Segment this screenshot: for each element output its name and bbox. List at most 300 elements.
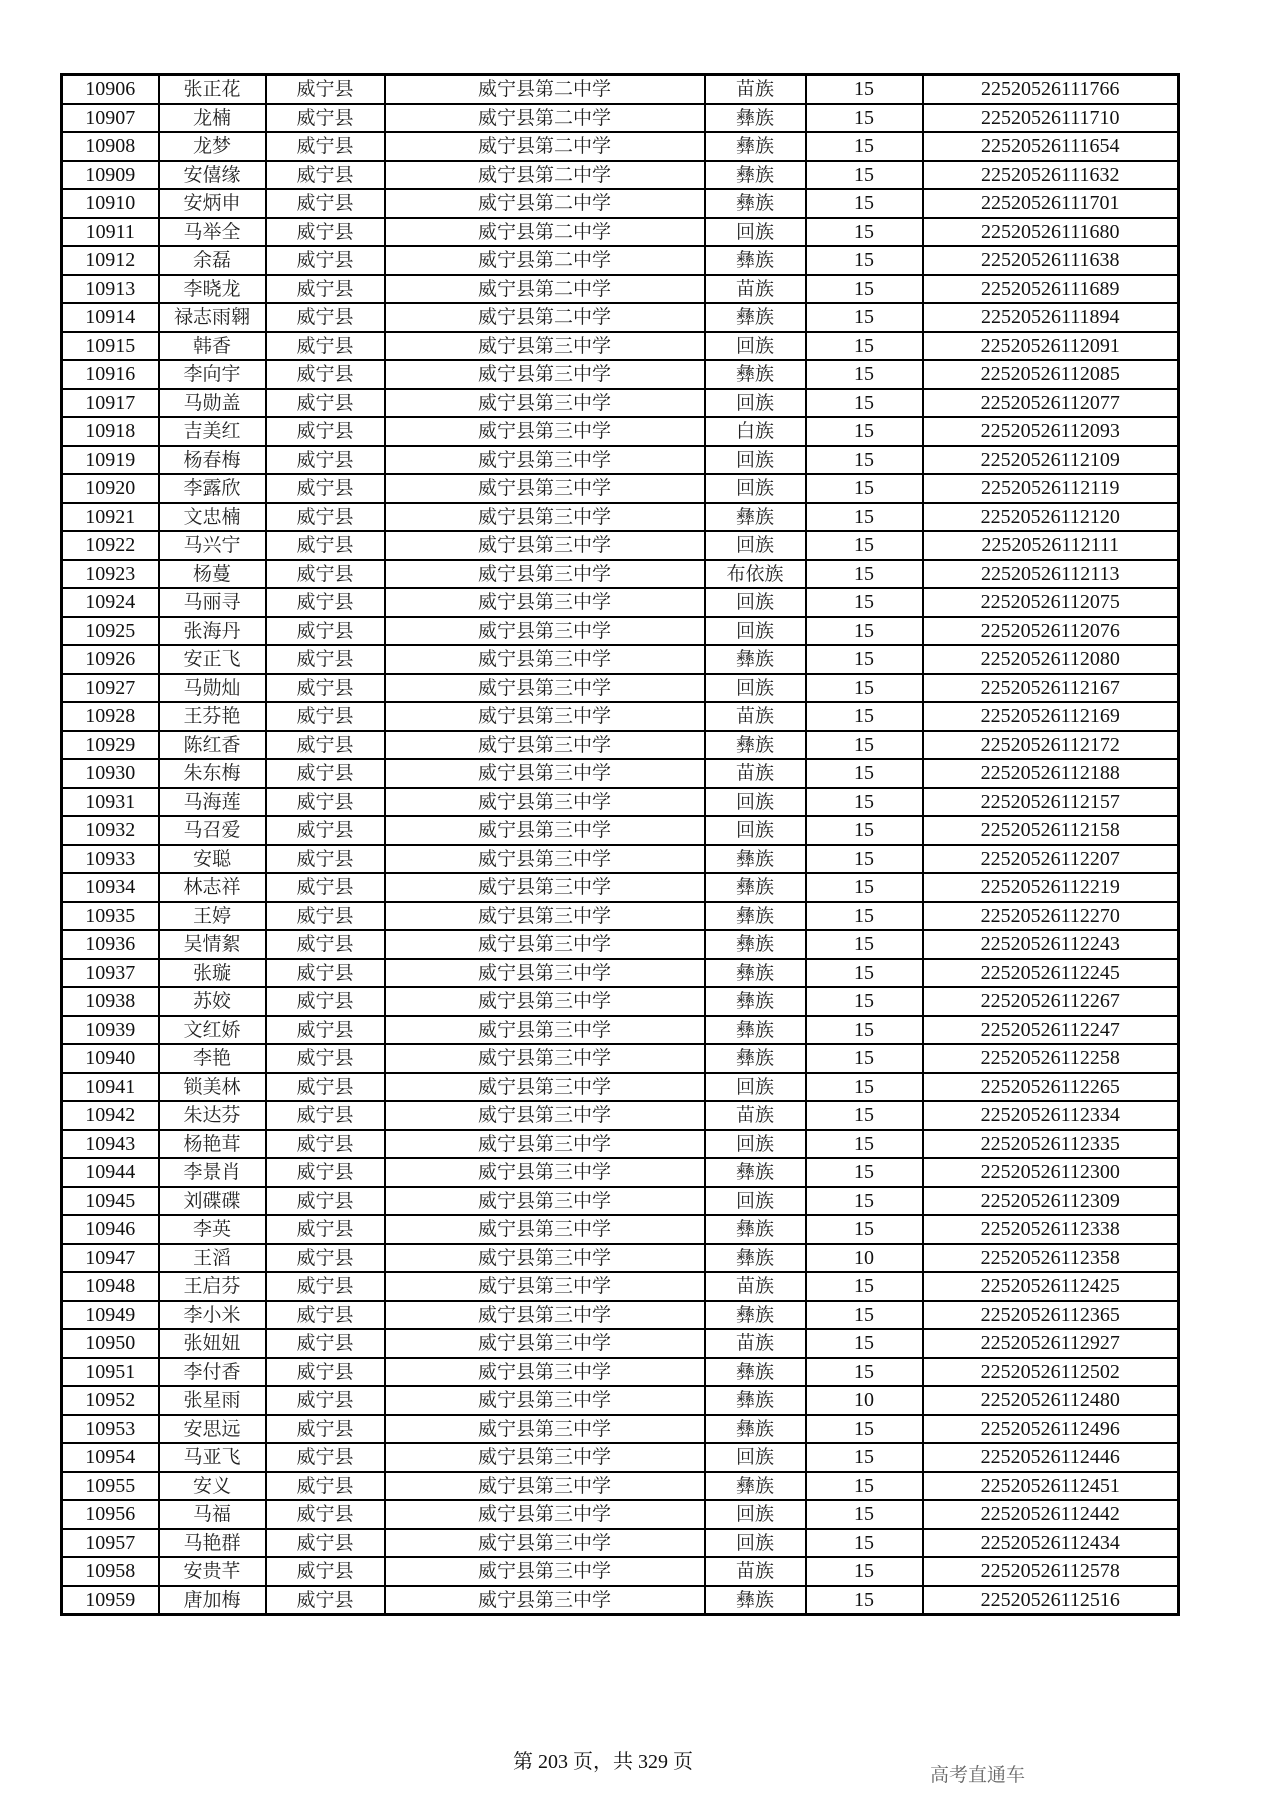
name-cell: 李英 xyxy=(159,1215,266,1244)
ethnicity-cell: 彝族 xyxy=(705,1158,806,1187)
county-cell: 威宁县 xyxy=(266,1272,385,1301)
name-cell: 马勋灿 xyxy=(159,674,266,703)
school-cell: 威宁县第三中学 xyxy=(385,389,705,418)
score-cell: 10 xyxy=(806,1386,923,1415)
table-row xyxy=(62,1557,1179,1586)
county-cell: 威宁县 xyxy=(266,1073,385,1102)
score-cell: 15 xyxy=(806,1586,923,1615)
table-row xyxy=(62,246,1179,275)
serial-cell: 10920 xyxy=(62,474,159,503)
school-cell: 威宁县第二中学 xyxy=(385,246,705,275)
name-cell: 李艳 xyxy=(159,1044,266,1073)
table-row xyxy=(62,332,1179,361)
county-cell: 威宁县 xyxy=(266,1101,385,1130)
ethnicity-cell: 回族 xyxy=(705,1500,806,1529)
serial-cell: 10951 xyxy=(62,1358,159,1387)
name-cell: 刘碟碟 xyxy=(159,1187,266,1216)
name-cell: 马勋盖 xyxy=(159,389,266,418)
ethnicity-cell: 回族 xyxy=(705,1443,806,1472)
table-row xyxy=(62,702,1179,731)
school-cell: 威宁县第三中学 xyxy=(385,446,705,475)
table-row xyxy=(62,1044,1179,1073)
school-cell: 威宁县第三中学 xyxy=(385,1557,705,1586)
ethnicity-cell: 苗族 xyxy=(705,759,806,788)
exam-number-cell: 22520526112169 xyxy=(923,702,1179,731)
school-cell: 威宁县第三中学 xyxy=(385,1586,705,1615)
exam-number-cell: 22520526112172 xyxy=(923,731,1179,760)
table-row xyxy=(62,1187,1179,1216)
school-cell: 威宁县第三中学 xyxy=(385,1215,705,1244)
exam-number-cell: 22520526112446 xyxy=(923,1443,1179,1472)
table-row xyxy=(62,1272,1179,1301)
score-cell: 15 xyxy=(806,731,923,760)
score-cell: 15 xyxy=(806,759,923,788)
score-cell: 15 xyxy=(806,788,923,817)
school-cell: 威宁县第三中学 xyxy=(385,588,705,617)
serial-cell: 10945 xyxy=(62,1187,159,1216)
serial-cell: 10944 xyxy=(62,1158,159,1187)
table-row xyxy=(62,1016,1179,1045)
serial-cell: 10923 xyxy=(62,560,159,589)
table-row xyxy=(62,1215,1179,1244)
school-cell: 威宁县第三中学 xyxy=(385,617,705,646)
serial-cell: 10922 xyxy=(62,531,159,560)
county-cell: 威宁县 xyxy=(266,759,385,788)
table-row xyxy=(62,218,1179,247)
score-cell: 15 xyxy=(806,1415,923,1444)
table-row xyxy=(62,930,1179,959)
name-cell: 安僖缘 xyxy=(159,161,266,190)
score-cell: 15 xyxy=(806,1472,923,1501)
ethnicity-cell: 回族 xyxy=(705,531,806,560)
name-cell: 安义 xyxy=(159,1472,266,1501)
serial-cell: 10934 xyxy=(62,873,159,902)
county-cell: 威宁县 xyxy=(266,474,385,503)
county-cell: 威宁县 xyxy=(266,674,385,703)
exam-number-cell: 22520526112365 xyxy=(923,1301,1179,1330)
school-cell: 威宁县第三中学 xyxy=(385,959,705,988)
name-cell: 张海丹 xyxy=(159,617,266,646)
serial-cell: 10930 xyxy=(62,759,159,788)
county-cell: 威宁县 xyxy=(266,1386,385,1415)
exam-number-cell: 22520526112338 xyxy=(923,1215,1179,1244)
ethnicity-cell: 彝族 xyxy=(705,645,806,674)
county-cell: 威宁县 xyxy=(266,1329,385,1358)
name-cell: 李小米 xyxy=(159,1301,266,1330)
ethnicity-cell: 彝族 xyxy=(705,873,806,902)
serial-cell: 10910 xyxy=(62,189,159,218)
score-cell: 15 xyxy=(806,389,923,418)
ethnicity-cell: 苗族 xyxy=(705,702,806,731)
serial-cell: 10946 xyxy=(62,1215,159,1244)
serial-cell: 10912 xyxy=(62,246,159,275)
table-row xyxy=(62,446,1179,475)
table-row xyxy=(62,132,1179,161)
score-cell: 15 xyxy=(806,1101,923,1130)
exam-number-cell: 22520526112157 xyxy=(923,788,1179,817)
serial-cell: 10916 xyxy=(62,360,159,389)
table-row xyxy=(62,588,1179,617)
serial-cell: 10938 xyxy=(62,987,159,1016)
serial-cell: 10928 xyxy=(62,702,159,731)
table-row xyxy=(62,1101,1179,1130)
exam-number-cell: 22520526112075 xyxy=(923,588,1179,617)
serial-cell: 10959 xyxy=(62,1586,159,1615)
table-row xyxy=(62,788,1179,817)
ethnicity-cell: 回族 xyxy=(705,1073,806,1102)
table-row xyxy=(62,902,1179,931)
ethnicity-cell: 回族 xyxy=(705,617,806,646)
serial-cell: 10948 xyxy=(62,1272,159,1301)
serial-cell: 10907 xyxy=(62,104,159,133)
exam-number-cell: 22520526112270 xyxy=(923,902,1179,931)
name-cell: 张正花 xyxy=(159,75,266,104)
exam-number-cell: 22520526112247 xyxy=(923,1016,1179,1045)
score-cell: 15 xyxy=(806,189,923,218)
school-cell: 威宁县第三中学 xyxy=(385,930,705,959)
exam-number-cell: 22520526111680 xyxy=(923,218,1179,247)
county-cell: 威宁县 xyxy=(266,1443,385,1472)
name-cell: 苏姣 xyxy=(159,987,266,1016)
serial-cell: 10940 xyxy=(62,1044,159,1073)
table-row xyxy=(62,189,1179,218)
school-cell: 威宁县第三中学 xyxy=(385,417,705,446)
score-cell: 15 xyxy=(806,1443,923,1472)
serial-cell: 10909 xyxy=(62,161,159,190)
name-cell: 王婷 xyxy=(159,902,266,931)
table-row xyxy=(62,503,1179,532)
ethnicity-cell: 彝族 xyxy=(705,1044,806,1073)
county-cell: 威宁县 xyxy=(266,1529,385,1558)
serial-cell: 10929 xyxy=(62,731,159,760)
exam-number-cell: 22520526112502 xyxy=(923,1358,1179,1387)
serial-cell: 10911 xyxy=(62,218,159,247)
ethnicity-cell: 苗族 xyxy=(705,1272,806,1301)
school-cell: 威宁县第三中学 xyxy=(385,474,705,503)
score-cell: 15 xyxy=(806,1073,923,1102)
school-cell: 威宁县第三中学 xyxy=(385,674,705,703)
school-cell: 威宁县第三中学 xyxy=(385,560,705,589)
serial-cell: 10956 xyxy=(62,1500,159,1529)
score-cell: 15 xyxy=(806,560,923,589)
name-cell: 文红娇 xyxy=(159,1016,266,1045)
school-cell: 威宁县第二中学 xyxy=(385,75,705,104)
exam-number-cell: 22520526111701 xyxy=(923,189,1179,218)
exam-number-cell: 22520526112119 xyxy=(923,474,1179,503)
exam-number-cell: 22520526112480 xyxy=(923,1386,1179,1415)
watermark: 高考直通车 xyxy=(930,1764,1026,1786)
exam-number-cell: 22520526112076 xyxy=(923,617,1179,646)
table-row xyxy=(62,1358,1179,1387)
score-cell: 10 xyxy=(806,1244,923,1273)
county-cell: 威宁县 xyxy=(266,873,385,902)
exam-number-cell: 22520526112265 xyxy=(923,1073,1179,1102)
score-cell: 15 xyxy=(806,1301,923,1330)
ethnicity-cell: 彝族 xyxy=(705,1586,806,1615)
ethnicity-cell: 彝族 xyxy=(705,845,806,874)
table-row xyxy=(62,674,1179,703)
ethnicity-cell: 回族 xyxy=(705,474,806,503)
school-cell: 威宁县第三中学 xyxy=(385,816,705,845)
exam-number-cell: 22520526112158 xyxy=(923,816,1179,845)
name-cell: 马召爱 xyxy=(159,816,266,845)
county-cell: 威宁县 xyxy=(266,1586,385,1615)
ethnicity-cell: 苗族 xyxy=(705,75,806,104)
exam-number-cell: 22520526112085 xyxy=(923,360,1179,389)
exam-number-cell: 22520526112207 xyxy=(923,845,1179,874)
name-cell: 马福 xyxy=(159,1500,266,1529)
name-cell: 余磊 xyxy=(159,246,266,275)
school-cell: 威宁县第三中学 xyxy=(385,531,705,560)
score-cell: 15 xyxy=(806,1272,923,1301)
serial-cell: 10947 xyxy=(62,1244,159,1273)
ethnicity-cell: 彝族 xyxy=(705,930,806,959)
serial-cell: 10906 xyxy=(62,75,159,104)
county-cell: 威宁县 xyxy=(266,1500,385,1529)
table-row xyxy=(62,275,1179,304)
table-row xyxy=(62,1529,1179,1558)
table-row xyxy=(62,1158,1179,1187)
score-cell: 15 xyxy=(806,816,923,845)
score-cell: 15 xyxy=(806,1016,923,1045)
serial-cell: 10914 xyxy=(62,303,159,332)
school-cell: 威宁县第三中学 xyxy=(385,1472,705,1501)
table-row xyxy=(62,104,1179,133)
county-cell: 威宁县 xyxy=(266,645,385,674)
table-row xyxy=(62,1500,1179,1529)
exam-number-cell: 22520526112111 xyxy=(923,531,1179,560)
ethnicity-cell: 回族 xyxy=(705,1187,806,1216)
county-cell: 威宁县 xyxy=(266,246,385,275)
table-row xyxy=(62,75,1179,104)
table-row xyxy=(62,987,1179,1016)
score-cell: 15 xyxy=(806,702,923,731)
score-cell: 15 xyxy=(806,531,923,560)
name-cell: 马海莲 xyxy=(159,788,266,817)
table-row xyxy=(62,617,1179,646)
ethnicity-cell: 彝族 xyxy=(705,1301,806,1330)
name-cell: 锁美林 xyxy=(159,1073,266,1102)
county-cell: 威宁县 xyxy=(266,1158,385,1187)
school-cell: 威宁县第三中学 xyxy=(385,845,705,874)
ethnicity-cell: 彝族 xyxy=(705,987,806,1016)
score-cell: 15 xyxy=(806,1557,923,1586)
name-cell: 唐加梅 xyxy=(159,1586,266,1615)
name-cell: 朱达芬 xyxy=(159,1101,266,1130)
serial-cell: 10925 xyxy=(62,617,159,646)
exam-number-cell: 22520526112243 xyxy=(923,930,1179,959)
score-cell: 15 xyxy=(806,503,923,532)
serial-cell: 10917 xyxy=(62,389,159,418)
ethnicity-cell: 回族 xyxy=(705,588,806,617)
score-cell: 15 xyxy=(806,246,923,275)
county-cell: 威宁县 xyxy=(266,1557,385,1586)
serial-cell: 10939 xyxy=(62,1016,159,1045)
score-cell: 15 xyxy=(806,104,923,133)
ethnicity-cell: 彝族 xyxy=(705,161,806,190)
name-cell: 朱东梅 xyxy=(159,759,266,788)
serial-cell: 10921 xyxy=(62,503,159,532)
county-cell: 威宁县 xyxy=(266,1358,385,1387)
exam-number-cell: 22520526112077 xyxy=(923,389,1179,418)
ethnicity-cell: 回族 xyxy=(705,332,806,361)
serial-cell: 10957 xyxy=(62,1529,159,1558)
county-cell: 威宁县 xyxy=(266,845,385,874)
score-cell: 15 xyxy=(806,360,923,389)
serial-cell: 10918 xyxy=(62,417,159,446)
ethnicity-cell: 苗族 xyxy=(705,1101,806,1130)
exam-number-cell: 22520526111710 xyxy=(923,104,1179,133)
score-cell: 15 xyxy=(806,902,923,931)
name-cell: 安思远 xyxy=(159,1415,266,1444)
ethnicity-cell: 彝族 xyxy=(705,360,806,389)
exam-number-cell: 22520526112300 xyxy=(923,1158,1179,1187)
county-cell: 威宁县 xyxy=(266,303,385,332)
score-cell: 15 xyxy=(806,332,923,361)
school-cell: 威宁县第二中学 xyxy=(385,303,705,332)
name-cell: 杨艳茸 xyxy=(159,1130,266,1159)
ethnicity-cell: 彝族 xyxy=(705,1472,806,1501)
ethnicity-cell: 彝族 xyxy=(705,959,806,988)
ethnicity-cell: 彝族 xyxy=(705,1244,806,1273)
school-cell: 威宁县第三中学 xyxy=(385,1130,705,1159)
ethnicity-cell: 彝族 xyxy=(705,503,806,532)
county-cell: 威宁县 xyxy=(266,731,385,760)
exam-number-cell: 22520526111689 xyxy=(923,275,1179,304)
school-cell: 威宁县第三中学 xyxy=(385,1386,705,1415)
serial-cell: 10958 xyxy=(62,1557,159,1586)
score-cell: 15 xyxy=(806,1329,923,1358)
name-cell: 杨蔓 xyxy=(159,560,266,589)
ethnicity-cell: 彝族 xyxy=(705,731,806,760)
exam-number-cell: 22520526112109 xyxy=(923,446,1179,475)
ethnicity-cell: 彝族 xyxy=(705,189,806,218)
table-row xyxy=(62,959,1179,988)
score-cell: 15 xyxy=(806,1130,923,1159)
table-row xyxy=(62,816,1179,845)
table-row xyxy=(62,1386,1179,1415)
score-cell: 15 xyxy=(806,1187,923,1216)
score-cell: 15 xyxy=(806,588,923,617)
name-cell: 文忠楠 xyxy=(159,503,266,532)
county-cell: 威宁县 xyxy=(266,788,385,817)
ethnicity-cell: 回族 xyxy=(705,1130,806,1159)
exam-number-cell: 22520526112120 xyxy=(923,503,1179,532)
county-cell: 威宁县 xyxy=(266,617,385,646)
school-cell: 威宁县第三中学 xyxy=(385,645,705,674)
county-cell: 威宁县 xyxy=(266,1187,385,1216)
county-cell: 威宁县 xyxy=(266,417,385,446)
exam-number-cell: 22520526112245 xyxy=(923,959,1179,988)
county-cell: 威宁县 xyxy=(266,218,385,247)
school-cell: 威宁县第三中学 xyxy=(385,902,705,931)
school-cell: 威宁县第三中学 xyxy=(385,360,705,389)
school-cell: 威宁县第三中学 xyxy=(385,1329,705,1358)
score-cell: 15 xyxy=(806,617,923,646)
county-cell: 威宁县 xyxy=(266,1301,385,1330)
name-cell: 韩香 xyxy=(159,332,266,361)
score-cell: 15 xyxy=(806,75,923,104)
county-cell: 威宁县 xyxy=(266,189,385,218)
table-row xyxy=(62,531,1179,560)
ethnicity-cell: 彝族 xyxy=(705,303,806,332)
school-cell: 威宁县第二中学 xyxy=(385,275,705,304)
ethnicity-cell: 回族 xyxy=(705,446,806,475)
county-cell: 威宁县 xyxy=(266,503,385,532)
name-cell: 李景肖 xyxy=(159,1158,266,1187)
school-cell: 威宁县第三中学 xyxy=(385,1016,705,1045)
name-cell: 马兴宁 xyxy=(159,531,266,560)
county-cell: 威宁县 xyxy=(266,987,385,1016)
school-cell: 威宁县第二中学 xyxy=(385,104,705,133)
table-row xyxy=(62,303,1179,332)
serial-cell: 10919 xyxy=(62,446,159,475)
ethnicity-cell: 白族 xyxy=(705,417,806,446)
score-cell: 15 xyxy=(806,446,923,475)
table-row xyxy=(62,1415,1179,1444)
page-number: 第 203 页，共 329 页 xyxy=(513,1751,693,1773)
serial-cell: 10926 xyxy=(62,645,159,674)
name-cell: 杨春梅 xyxy=(159,446,266,475)
name-cell: 张星雨 xyxy=(159,1386,266,1415)
table-row xyxy=(62,360,1179,389)
serial-cell: 10943 xyxy=(62,1130,159,1159)
table-row xyxy=(62,1329,1179,1358)
county-cell: 威宁县 xyxy=(266,702,385,731)
county-cell: 威宁县 xyxy=(266,275,385,304)
serial-cell: 10941 xyxy=(62,1073,159,1102)
name-cell: 马艳群 xyxy=(159,1529,266,1558)
score-cell: 15 xyxy=(806,873,923,902)
name-cell: 马丽寻 xyxy=(159,588,266,617)
county-cell: 威宁县 xyxy=(266,75,385,104)
school-cell: 威宁县第三中学 xyxy=(385,1187,705,1216)
table-row xyxy=(62,417,1179,446)
ethnicity-cell: 彝族 xyxy=(705,132,806,161)
school-cell: 威宁县第二中学 xyxy=(385,218,705,247)
school-cell: 威宁县第三中学 xyxy=(385,1244,705,1273)
serial-cell: 10933 xyxy=(62,845,159,874)
exam-number-cell: 22520526112080 xyxy=(923,645,1179,674)
ethnicity-cell: 苗族 xyxy=(705,1557,806,1586)
table-row xyxy=(62,1301,1179,1330)
ethnicity-cell: 彝族 xyxy=(705,902,806,931)
score-cell: 15 xyxy=(806,275,923,304)
serial-cell: 10931 xyxy=(62,788,159,817)
serial-cell: 10949 xyxy=(62,1301,159,1330)
ethnicity-cell: 彝族 xyxy=(705,104,806,133)
school-cell: 威宁县第三中学 xyxy=(385,1272,705,1301)
table-row xyxy=(62,873,1179,902)
name-cell: 王芬艳 xyxy=(159,702,266,731)
name-cell: 马举全 xyxy=(159,218,266,247)
exam-number-cell: 22520526112167 xyxy=(923,674,1179,703)
name-cell: 张妞妞 xyxy=(159,1329,266,1358)
county-cell: 威宁县 xyxy=(266,930,385,959)
score-cell: 15 xyxy=(806,1158,923,1187)
serial-cell: 10936 xyxy=(62,930,159,959)
exam-number-cell: 22520526111632 xyxy=(923,161,1179,190)
name-cell: 安正飞 xyxy=(159,645,266,674)
county-cell: 威宁县 xyxy=(266,816,385,845)
name-cell: 安炳申 xyxy=(159,189,266,218)
score-cell: 15 xyxy=(806,1358,923,1387)
school-cell: 威宁县第三中学 xyxy=(385,1101,705,1130)
exam-number-cell: 22520526112496 xyxy=(923,1415,1179,1444)
name-cell: 李露欣 xyxy=(159,474,266,503)
table-row xyxy=(62,1443,1179,1472)
school-cell: 威宁县第三中学 xyxy=(385,987,705,1016)
